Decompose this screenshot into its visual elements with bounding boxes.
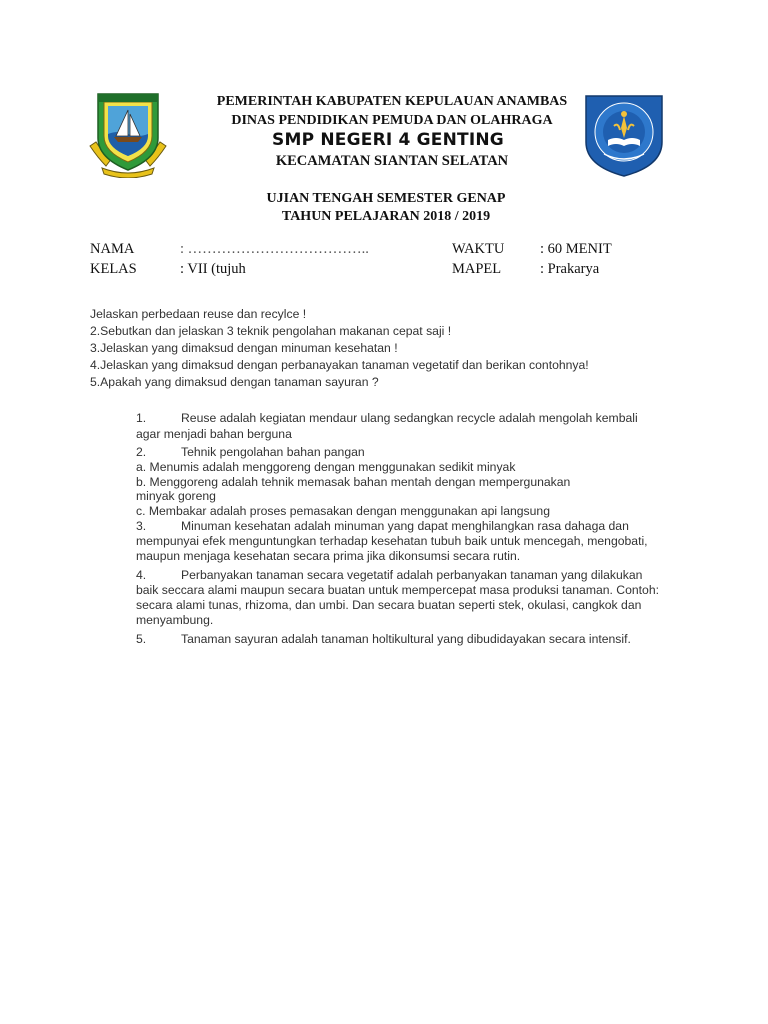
waktu-label: WAKTU [452,241,505,257]
mapel-label: MAPEL [452,261,502,277]
government-name: PEMERINTAH KABUPATEN KEPULAUAN ANAMBAS [216,94,568,109]
nama-label: NAMA [90,241,135,257]
answer-4-line: baik seccara alami maupun secara buatan untuk mempercepat masa produksi tanaman. Contoh: [136,583,659,597]
kelas-label: KELAS [90,261,137,277]
academic-year: TAHUN PELAJARAN 2018 / 2019 [281,209,491,224]
answer-4-line: menyambung. [136,613,214,627]
question-5: 5.Apakah yang dimaksud dengan tanaman sayuran ? [90,375,379,389]
question-3: 3.Jelaskan yang dimaksud dengan minuman kesehatan ! [90,341,398,355]
answer-4-line: Perbanyakan tanaman secara vegetatif adalah perbanyakan tanaman yang dilakukan [181,568,643,582]
department-name: DINAS PENDIDIKAN PEMUDA DAN OLAHRAGA [231,113,553,128]
answer-1-line: Reuse adalah kegiatan mendaur ulang sedangkan recycle adalah mengolah kembali [181,411,638,425]
answer-4-number: 4. [136,568,147,582]
question-4: 4.Jelaskan yang dimaksud dengan perbanayakan tanaman vegetatif dan berikan contohnya! [90,358,589,372]
kelas-value: : VII (tujuh [180,261,246,277]
school-name: SMP NEGERI 4 GENTING [272,130,504,150]
answer-3-line: maupun menjaga kesehatan secara prima jika dikonsumsi secara rutin. [136,549,521,563]
answer-2-line: minyak goreng [136,489,216,503]
answer-5-number: 5. [136,632,147,646]
exam-title: UJIAN TENGAH SEMESTER GENAP [266,191,506,206]
answer-3-line: Minuman kesehatan adalah minuman yang dapat menghilangkan rasa dahaga dan [181,519,629,533]
answer-2-line: c. Membakar adalah proses pemasakan dengan menggunakan api langsung [136,504,550,518]
nama-value: : ……………………………….. [180,241,369,257]
answer-2-line: Tehnik pengolahan bahan pangan [181,445,365,459]
question-2: 2.Sebutkan dan jelaskan 3 teknik pengolahan makanan cepat saji ! [90,324,452,338]
answer-2-line: a. Menumis adalah menggoreng dengan menggunakan sedikit minyak [136,460,516,474]
answer-5-line: Tanaman sayuran adalah tanaman holtikultural yang dibudidayakan secara intensif. [181,632,631,646]
answer-3-line: mempunyai efek menguntungkan terhadap kesehatan tubuh baik untuk mencegah, mengobati, [136,534,648,548]
mapel-value: : Prakarya [540,261,600,277]
answer-3-number: 3. [136,519,147,533]
answer-2-line: b. Menggoreng adalah tehnik memasak bahan mentah dengan mempergunakan [136,475,571,489]
answer-1-number: 1. [136,411,147,425]
answer-1-line: agar menjadi bahan berguna [136,427,292,441]
district-name: KECAMATAN SIANTAN SELATAN [275,153,509,169]
answer-2-number: 2. [136,445,147,459]
answer-4-line: secara alami tunas, rhizoma, dan umbi. Dan secara buatan seperti stek, okulasi, cangkok dan [136,598,642,612]
waktu-value: : 60 MENIT [540,241,612,257]
question-1: Jelaskan perbedaan reuse dan recylce ! [90,307,307,321]
